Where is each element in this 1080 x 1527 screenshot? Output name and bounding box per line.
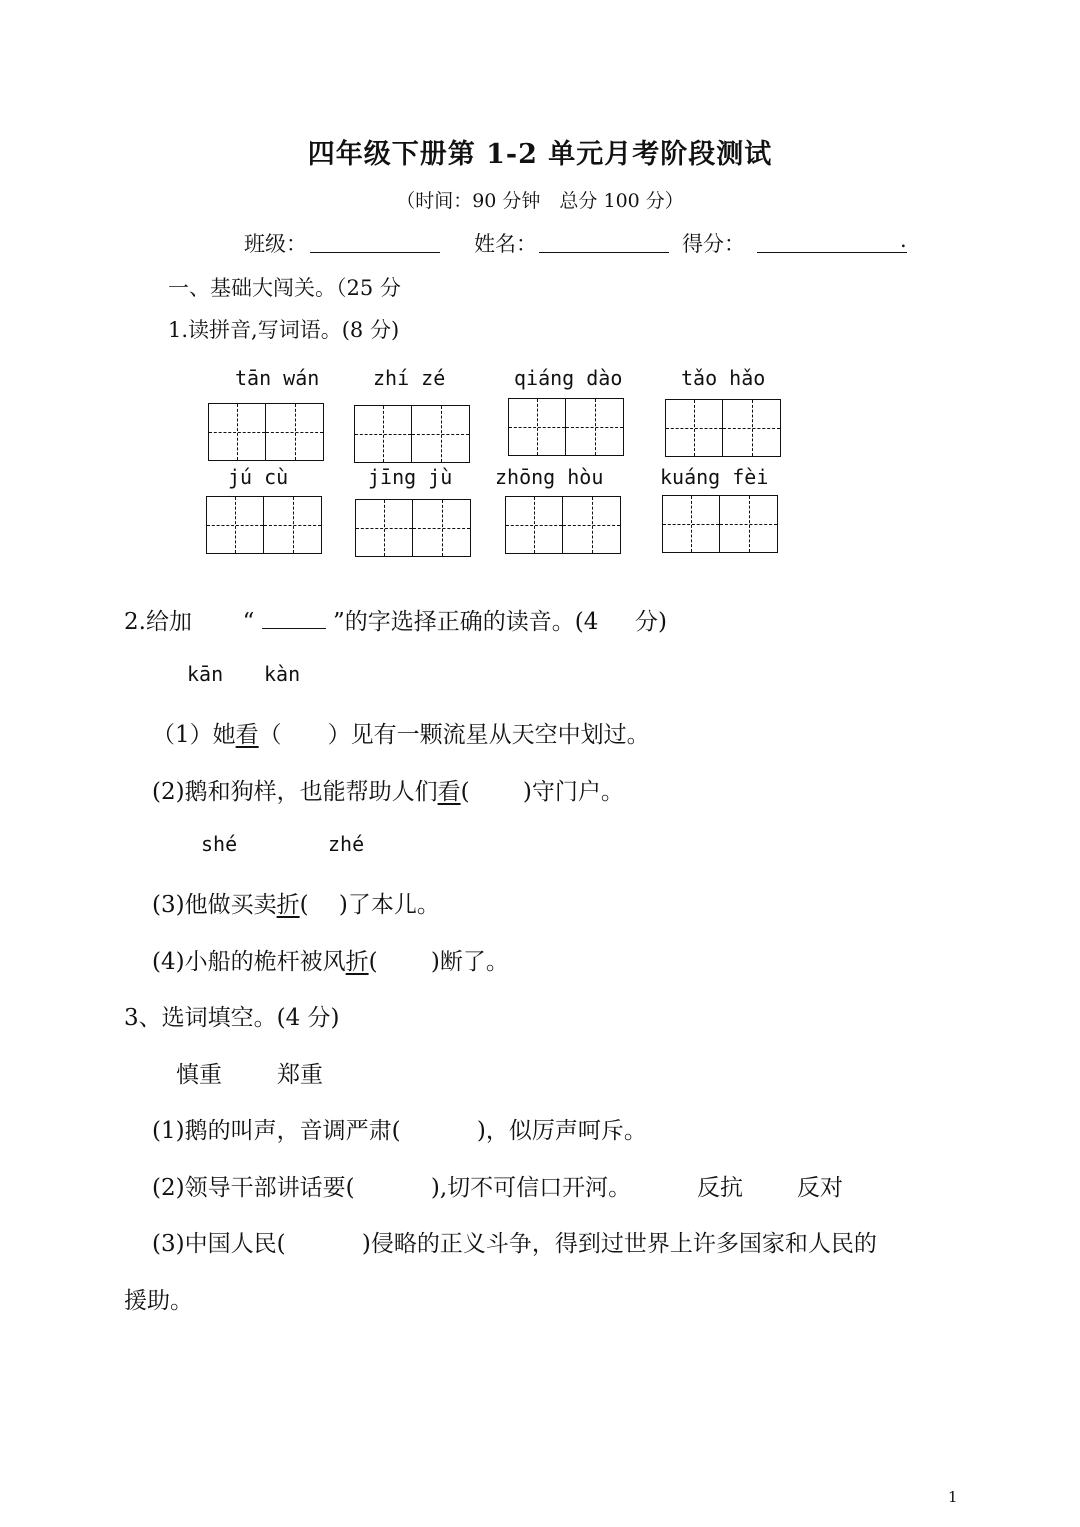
- word-option: 郑重: [277, 1062, 323, 1088]
- section-1-heading: 一、基础大闯关。（25 分: [168, 276, 401, 300]
- underlined-char: 折: [276, 892, 300, 918]
- q2-item-1: [152, 716, 650, 749]
- pinyin-label: qiáng dào: [514, 366, 623, 390]
- q2-marker-blank: [262, 606, 326, 629]
- q2-item-2-text: (2)鹅和狗样，也能帮助人们: [152, 779, 438, 805]
- q3-item-3-continued: 援助。: [124, 1288, 193, 1314]
- score-blank[interactable]: [757, 232, 907, 253]
- q2-heading-post: 分): [634, 609, 667, 635]
- word-option: 反对: [797, 1175, 843, 1201]
- q2-item-3-text: (3)他做买卖: [152, 892, 277, 918]
- writing-grid-box[interactable]: [206, 496, 322, 554]
- class-label: 班级：: [244, 232, 307, 256]
- underlined-char: 看: [235, 722, 259, 748]
- q2-item-1-text: （1）她: [152, 722, 236, 748]
- q2-item-4-text: ( )断了。: [368, 949, 509, 975]
- q2-item-2: [152, 773, 624, 806]
- q2-item-3-text: ( )了本儿。: [299, 892, 440, 918]
- pinyin-option: kān: [187, 662, 224, 686]
- class-blank[interactable]: [310, 232, 440, 253]
- q2-quote-open: “: [242, 609, 255, 635]
- q2-item-1-text: （ ）见有一颗流星从天空中划过。: [258, 722, 650, 748]
- pinyin-label: zhōng hòu: [495, 465, 604, 489]
- pinyin-option: shé: [201, 832, 238, 856]
- pinyin-label: tǎo hǎo: [681, 366, 766, 390]
- pinyin-label: tān wán: [235, 366, 320, 390]
- pinyin-label: jīng jù: [368, 465, 453, 489]
- q2-item-3: [152, 886, 440, 919]
- pinyin-label: kuáng fèi: [660, 465, 769, 489]
- question-2-heading: [124, 603, 667, 636]
- question-1-heading: 1.读拼音,写词语。(8 分): [168, 318, 400, 342]
- pinyin-label: zhí zé: [373, 366, 446, 390]
- pinyin-label: jú cù: [228, 465, 289, 489]
- page-number: 1: [948, 1488, 958, 1506]
- word-option: 慎重: [176, 1062, 222, 1088]
- q2-heading-pre: 2.给加: [124, 609, 192, 635]
- question-3-heading: 3、选词填空。(4 分): [124, 1005, 340, 1031]
- score-label: 得分：: [682, 232, 745, 256]
- pinyin-option: zhé: [328, 832, 365, 856]
- q2-item-4: [152, 943, 509, 976]
- writing-grid-box[interactable]: [355, 499, 471, 557]
- writing-grid-box[interactable]: [508, 398, 624, 456]
- word-option: 反抗: [697, 1175, 743, 1201]
- exam-subtitle: （时间：90 分钟 总分 100 分）: [396, 190, 684, 212]
- name-label: 姓名：: [474, 232, 537, 256]
- writing-grid-box[interactable]: [354, 405, 470, 463]
- end-mark: .: [900, 228, 907, 252]
- q3-item-3: (3)中国人民( )侵略的正义斗争，得到过世界上许多国家和人民的: [152, 1231, 877, 1257]
- q2-item-2-text: ( )守门户。: [460, 779, 624, 805]
- underlined-char: 看: [437, 779, 461, 805]
- underlined-char: 折: [345, 949, 369, 975]
- writing-grid-box[interactable]: [208, 403, 324, 461]
- q3-item-2: (2)领导干部讲话要( ),切不可信口开河。: [152, 1175, 632, 1201]
- page-title: 四年级下册第 1-2 单元月考阶段测试: [307, 139, 773, 170]
- writing-grid-box[interactable]: [662, 495, 778, 553]
- writing-grid-box[interactable]: [505, 496, 621, 554]
- q2-item-4-text: (4)小船的桅杆被风: [152, 949, 346, 975]
- pinyin-option: kàn: [264, 662, 301, 686]
- q3-item-1: (1)鹅的叫声，音调严肃( )，似厉声呵斥。: [152, 1118, 647, 1144]
- name-blank[interactable]: [539, 232, 669, 253]
- writing-grid-box[interactable]: [665, 399, 781, 457]
- q2-quote-close: ”的字选择正确的读音。(4: [332, 609, 599, 635]
